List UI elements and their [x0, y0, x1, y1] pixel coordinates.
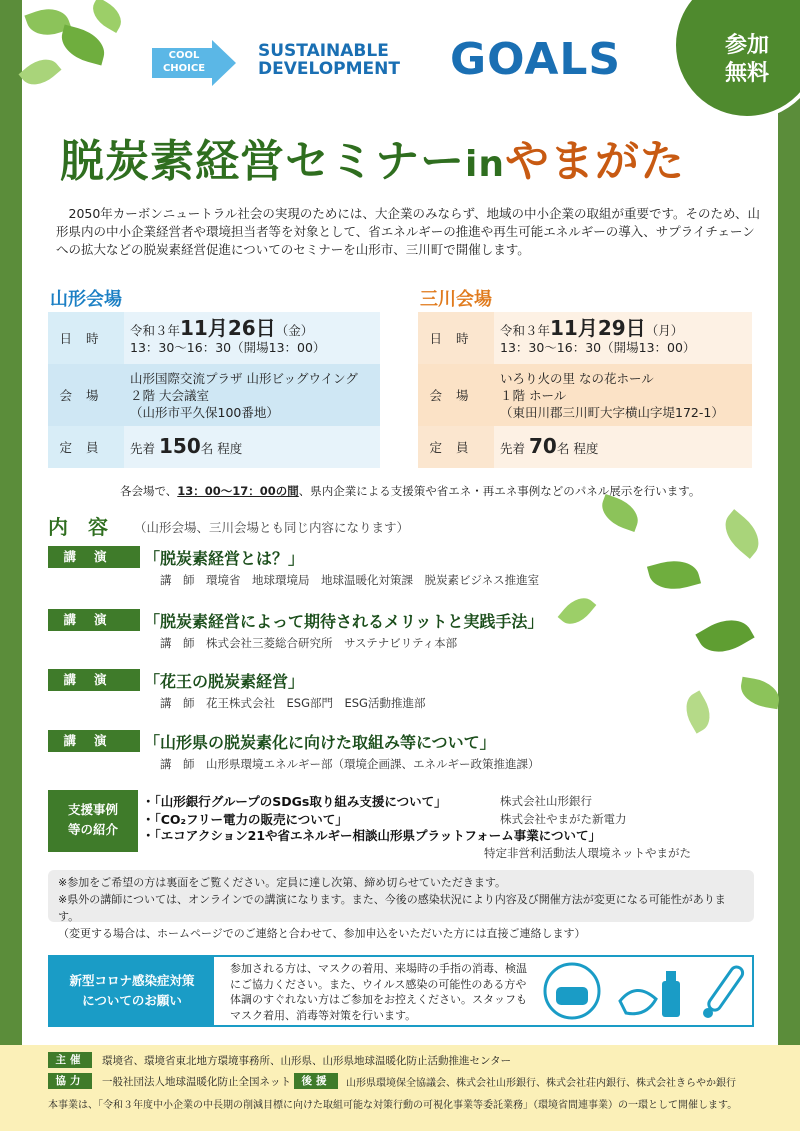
lecture-tag: 講演: [48, 609, 140, 631]
sdgs-line1: SUSTAINABLE: [258, 41, 389, 61]
venue-room: ２階 大会議室: [130, 387, 209, 403]
lecture-tag: 講演: [48, 546, 140, 568]
mask-icon: [542, 961, 602, 1021]
date-prefix: 令和３年: [500, 323, 551, 338]
content-heading: 内 容: [48, 515, 108, 539]
note-line: ※県外の講師については、オンラインでの講演になります。また、今後の感染状況により内容及び開催方法が変更になる可能性があります。: [58, 893, 726, 923]
venue-mikawa-heading: 三川会場: [420, 289, 492, 310]
venue-yamagata-heading: 山形会場: [50, 289, 122, 310]
table-row: [418, 364, 752, 426]
label-venue: 会場: [48, 364, 124, 426]
notes-box: [48, 870, 754, 940]
support-org-1: 株式会社山形銀行: [500, 794, 592, 808]
panel-pre: 各会場で、: [120, 484, 178, 498]
lecture-1: [48, 546, 540, 587]
badge-line1: 参加: [724, 33, 769, 58]
thermometer-icon: [696, 961, 750, 1021]
capacity-prefix: 先着: [500, 440, 526, 456]
covid-box: [48, 955, 754, 1027]
lecture-tag: 講演: [48, 730, 140, 752]
capacity-suffix: 名 程度: [200, 440, 243, 456]
panel-exhibit-note: [120, 483, 700, 499]
free-admission-badge: [672, 0, 800, 120]
footer-support: 山形県環境保全協議会、株式会社山形銀行、株式会社荘内銀行、株式会社きらやか銀行: [346, 1078, 736, 1089]
venue-yamagata-table: [48, 312, 380, 468]
venue-room: １階 ホール: [500, 387, 567, 403]
label-datetime: 日時: [418, 312, 494, 364]
support-org-2: 株式会社やまがた新電力: [500, 812, 627, 826]
capacity-value: 150: [159, 433, 201, 458]
lecture-title: 「脱炭素経営とは？」: [144, 549, 305, 568]
table-row: [418, 312, 752, 364]
table-row: [48, 426, 380, 468]
support-item-3: ・「エコアクション21や省エネルギー相談山形県プラットフォーム事業について」: [142, 828, 602, 843]
venue-name: 山形国際交流プラザ 山形ビッグウイング: [130, 370, 358, 386]
choice-label: CHOICE: [162, 63, 206, 74]
sdgs-goals: GOALS: [450, 34, 622, 85]
content-subheading: （山形会場、三川会場とも同じ内容になります）: [134, 520, 410, 535]
lecture-title: 「山形県の脱炭素化に向けた取組み等について」: [144, 733, 496, 752]
title-in: in: [465, 144, 505, 185]
weekday: （月）: [645, 323, 684, 338]
date-value: 11月26日: [180, 316, 276, 340]
right-frame: [778, 0, 800, 1045]
sdgs-line2: DEVELOPMENT: [258, 59, 400, 79]
note-line: （変更する場合は、ホームページでのご連絡と合わせて、参加申込をいただいた方には直接ご連絡します）: [58, 927, 586, 940]
venue-mikawa-table: [418, 312, 752, 468]
title-place: やまがた: [504, 136, 685, 187]
time-range: 13：30〜16：30（開場13：00）: [500, 340, 696, 355]
date-value: 11月29日: [550, 316, 646, 340]
lecture-3: [48, 669, 426, 710]
label-capacity: 定員: [48, 426, 124, 468]
label-capacity: 定員: [418, 426, 494, 468]
left-frame: [0, 0, 22, 1045]
table-row: [48, 312, 380, 364]
covid-tag: [50, 957, 214, 1025]
lecture-title: 「花王の脱炭素経営」: [144, 672, 305, 691]
footer-host-tag: 主催: [48, 1052, 92, 1068]
lecture-4: [48, 730, 540, 771]
cool-label: COOL: [168, 50, 200, 61]
covid-tag-line1: 新型コロナ感染症対策: [69, 973, 195, 988]
covid-text: 参加される方は、マスクの着用、来場時の手指の消毒、検温にご協力ください。また、ウイルス感染の可能性のある方や体調のすぐれない方はご参加をお控えください。スタッフもマスク着用、消毒等対策を行います。: [230, 962, 527, 1022]
footer-note: 本事業は、「令和３年度中小企業の中長期の削減目標に向けた取組可能な対策行動の可視化事業等委託業務」（環境省間連事業）の一環として開催します。: [48, 1100, 738, 1111]
page-title: [60, 125, 685, 189]
footer-support-tag: 後援: [294, 1073, 338, 1089]
cool-choice-logo: [148, 40, 238, 86]
intro-text: 2050年カーボンニュートラル社会の実現のためには、大企業のみならず、地域の中小企業の取組が重要です。そのため、山形県内の中小企業経営者や環境担当者等を対象として、省エネルギーの推進や再生可能エネルギーの導入、サプライチェーンへの拡大などの脱炭素経営促進についてのセミナーを山形市、三川町で開催します。: [56, 206, 760, 257]
lecture-speaker: 講 師 花王株式会社 ESG部門 ESG活動推進部: [160, 696, 426, 710]
lecture-speaker: 講 師 環境省 地球環境局 地球温暖化対策課 脱炭素ビジネス推進室: [160, 573, 540, 587]
hand-sanitizer-icon: [616, 961, 688, 1021]
panel-post: 、県内企業による支援策や省エネ・再エネ事例などのパネル展示を行います。: [298, 484, 701, 498]
lecture-speaker: 講 師 株式会社三菱総合研究所 サステナビリティ本部: [160, 636, 458, 650]
footer-coop-tag: 協力: [48, 1073, 92, 1089]
venue-address: （山形市平久保100番地）: [130, 404, 279, 420]
support-item-2: ・「CO₂フリー電力の販売について」: [142, 812, 348, 827]
footer-host: 環境省、環境省東北地方環境事務所、山形県、山形県地球温暖化防止活動推進センター: [102, 1055, 512, 1067]
covid-tag-line2: についてのお願い: [82, 993, 182, 1008]
support-org-3: 特定非営利活動法人環境ネットやまがた: [484, 846, 691, 860]
time-range: 13：30〜16：30（開場13：00）: [130, 340, 326, 355]
support-tag-line2: 等の紹介: [67, 822, 118, 837]
lecture-speaker: 講 師 山形県環境エネルギー部（環境企画課、エネルギー政策推進課）: [160, 757, 540, 771]
sdgs-logo-text: [258, 42, 400, 78]
weekday: （金）: [275, 323, 314, 338]
lecture-title: 「脱炭素経営によって期待されるメリットと実践手法」: [144, 612, 544, 631]
label-venue: 会場: [418, 364, 494, 426]
support-cases-tag: [48, 790, 138, 852]
capacity-value: 70: [529, 433, 557, 458]
venue-address: （東田川郡三川町大字横山字堤172-1）: [500, 404, 724, 420]
table-row: [418, 426, 752, 468]
note-line: ※参加をご希望の方は裏面をご覧ください。定員に達し次第、締め切らせていただきます。: [58, 876, 507, 889]
venue-name: いろり火の里 なの花ホール: [500, 370, 654, 386]
label-datetime: 日時: [48, 312, 124, 364]
footer-coop: 一般社団法人地球温暖化防止全国ネット: [102, 1076, 291, 1088]
date-prefix: 令和３年: [130, 323, 181, 338]
capacity-prefix: 先着: [130, 440, 156, 456]
badge-line2: 無料: [724, 61, 769, 86]
title-main: 脱炭素経営セミナー: [60, 136, 465, 187]
support-tag-line1: 支援事例: [67, 802, 118, 817]
panel-time: 13：00〜17：00の間: [177, 484, 299, 498]
lecture-tag: 講演: [48, 669, 140, 691]
support-item-1: ・「山形銀行グループのSDGs取り組み支援について」: [142, 794, 447, 809]
table-row: [48, 364, 380, 426]
capacity-suffix: 名 程度: [556, 440, 599, 456]
lecture-2: [48, 609, 544, 650]
